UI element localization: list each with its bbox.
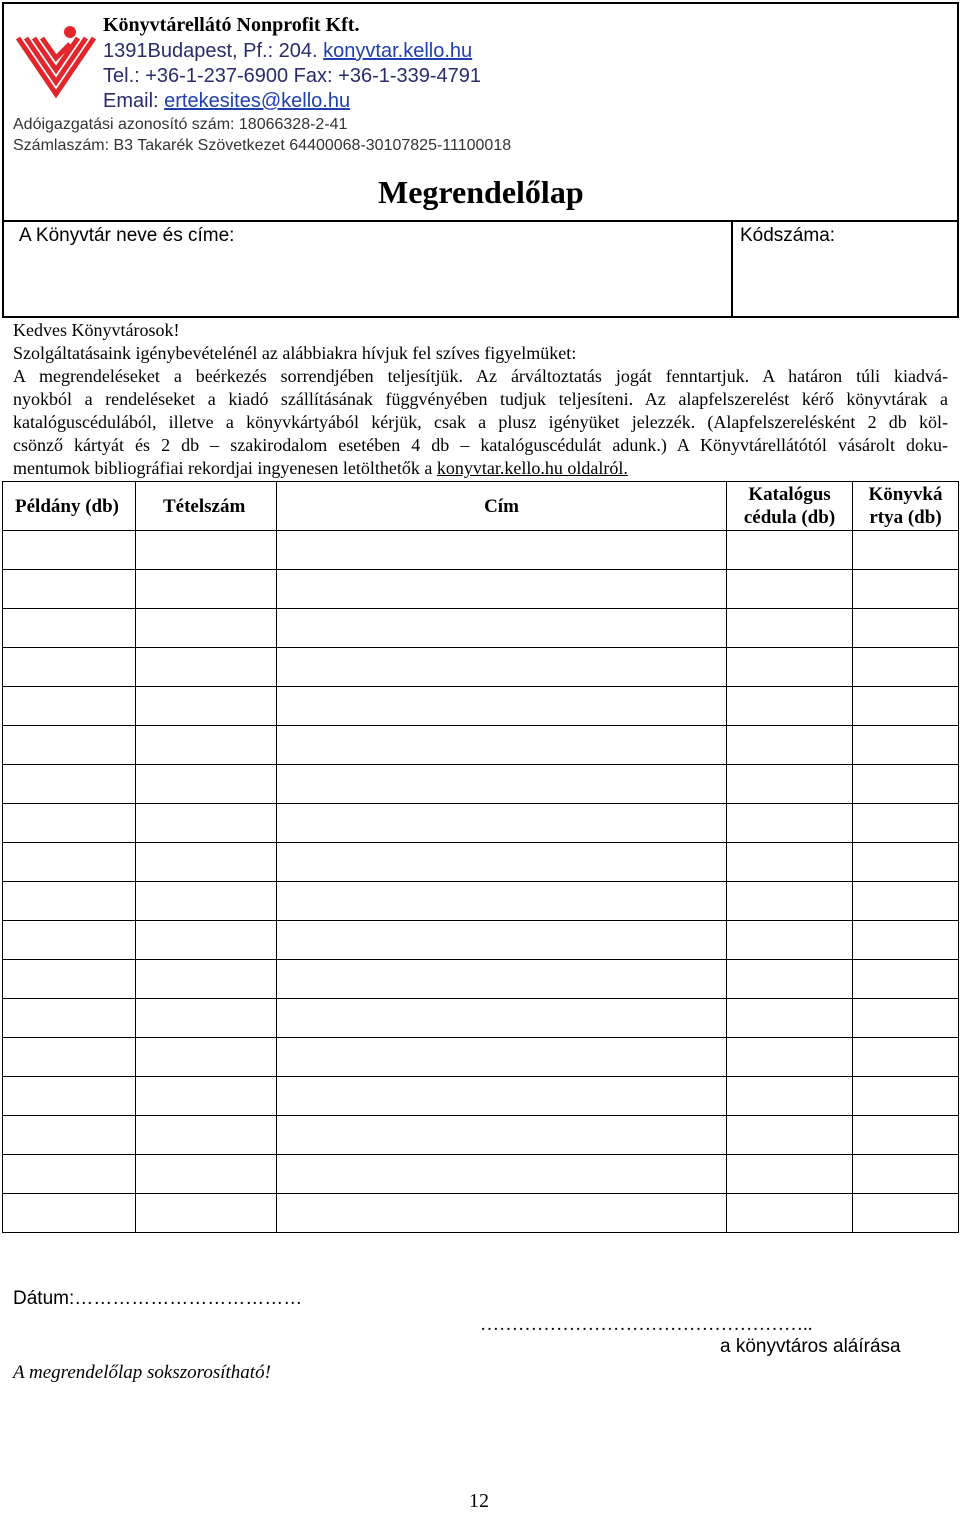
item-number-cell[interactable] xyxy=(136,570,277,609)
col-item-number-header: Tételszám xyxy=(136,482,277,531)
catalog-card-cell[interactable] xyxy=(727,648,853,687)
title-cell[interactable] xyxy=(277,765,727,804)
book-card-cell[interactable] xyxy=(853,960,959,999)
copies-cell[interactable] xyxy=(3,648,136,687)
catalog-card-cell[interactable] xyxy=(727,531,853,570)
signature-line[interactable]: …………………………………………….. xyxy=(480,1314,813,1335)
table-row xyxy=(3,1038,959,1077)
title-cell[interactable] xyxy=(277,804,727,843)
title-cell[interactable] xyxy=(277,1155,727,1194)
title-cell[interactable] xyxy=(277,1116,727,1155)
table-row xyxy=(3,804,959,843)
title-cell[interactable] xyxy=(277,1038,727,1077)
signature-label: a könyvtáros aláírása xyxy=(720,1336,901,1357)
table-row xyxy=(3,1194,959,1233)
catalog-card-cell[interactable] xyxy=(727,921,853,960)
col-copies-header: Példány (db) xyxy=(3,482,136,531)
intro-line-4: katalóguscédulából, illetve a könyvkártyából kérjük, csak a plusz igényüket jelezzék. (Alapfelszerelésként 2 db köl- xyxy=(13,412,948,432)
intro-line-2: A megrendeléseket a beérkezés sorrendjében teljesítjük. Az árváltoztatás jogát fenntartjuk. A határon túli kiadvá- xyxy=(13,366,948,386)
catalog-card-cell[interactable] xyxy=(727,609,853,648)
copies-cell[interactable] xyxy=(3,570,136,609)
email-link[interactable]: ertekesites@kello.hu xyxy=(164,90,351,112)
intro-line-3: nyokból a rendeléseket a kiadó szállításának függvényében tudjuk teljesíteni. Az alapfelszerelést kérő könyvtárak a xyxy=(13,389,948,409)
book-card-cell[interactable] xyxy=(853,609,959,648)
book-card-cell[interactable] xyxy=(853,921,959,960)
table-row xyxy=(3,1077,959,1116)
table-row xyxy=(3,765,959,804)
book-card-header-line-2: rtya (db) xyxy=(869,507,942,528)
company-name: Könyvtárellátó Nonprofit Kft. xyxy=(103,14,360,36)
book-card-cell[interactable] xyxy=(853,648,959,687)
library-code-label: Kódszáma: xyxy=(740,225,836,246)
address-text: 1391Budapest, Pf.: 204. xyxy=(103,40,324,62)
title-cell[interactable] xyxy=(277,882,727,921)
item-number-cell[interactable] xyxy=(136,1194,277,1233)
copies-cell[interactable] xyxy=(3,609,136,648)
copies-cell[interactable] xyxy=(3,1116,136,1155)
book-card-cell[interactable] xyxy=(853,1155,959,1194)
item-number-cell[interactable] xyxy=(136,648,277,687)
intro-line-6 xyxy=(13,458,628,479)
catalog-header-line-2: cédula (db) xyxy=(743,507,836,528)
catalog-card-cell[interactable] xyxy=(727,1155,853,1194)
intro-line-5: csönző kártyát és 2 db – szakirodalom esetében 4 db – katalóguscédulát adunk.) A Könyvtárellátótól vásárolt doku- xyxy=(13,435,948,455)
item-number-cell[interactable] xyxy=(136,921,277,960)
table-row xyxy=(3,531,959,570)
table-row xyxy=(3,1155,959,1194)
title-cell[interactable] xyxy=(277,999,727,1038)
title-cell[interactable] xyxy=(277,687,727,726)
title-cell[interactable] xyxy=(277,531,727,570)
book-card-cell[interactable] xyxy=(853,1077,959,1116)
copy-permission-note: A megrendelőlap sokszorosítható! xyxy=(13,1362,271,1383)
title-cell[interactable] xyxy=(277,1077,727,1116)
greeting: Kedves Könyvtárosok! xyxy=(13,320,180,340)
item-number-cell[interactable] xyxy=(136,882,277,921)
item-number-cell[interactable] xyxy=(136,843,277,882)
email-label: Email: xyxy=(103,90,165,112)
order-table-body xyxy=(3,531,959,1233)
copies-cell[interactable] xyxy=(3,843,136,882)
tax-id: Adóigazgatási azonosító szám: 18066328-2-41 xyxy=(13,116,348,133)
catalog-card-cell[interactable] xyxy=(727,804,853,843)
catalog-card-cell[interactable] xyxy=(727,882,853,921)
table-row xyxy=(3,609,959,648)
title-cell[interactable] xyxy=(277,1194,727,1233)
intro-line-1: Szolgáltatásaink igénybevételénél az alábbiakra hívjuk fel szíves figyelmüket: xyxy=(13,343,577,363)
copies-cell[interactable] xyxy=(3,687,136,726)
catalog-card-cell[interactable] xyxy=(727,843,853,882)
catalog-card-cell[interactable] xyxy=(727,726,853,765)
book-card-header-line-1: Könyvká xyxy=(868,484,943,505)
company-address xyxy=(103,40,472,63)
item-number-cell[interactable] xyxy=(136,1077,277,1116)
book-card-cell[interactable] xyxy=(853,726,959,765)
copies-cell[interactable] xyxy=(3,765,136,804)
table-row xyxy=(3,999,959,1038)
copies-cell[interactable] xyxy=(3,726,136,765)
table-row xyxy=(3,687,959,726)
item-number-cell[interactable] xyxy=(136,765,277,804)
table-row xyxy=(3,1116,959,1155)
library-name-field[interactable] xyxy=(6,250,726,314)
book-card-cell[interactable] xyxy=(853,1116,959,1155)
item-number-cell[interactable] xyxy=(136,804,277,843)
copies-cell[interactable] xyxy=(3,1194,136,1233)
table-header-row xyxy=(3,482,959,531)
table-row xyxy=(3,570,959,609)
item-number-cell[interactable] xyxy=(136,531,277,570)
book-card-cell[interactable] xyxy=(853,1194,959,1233)
item-number-cell[interactable] xyxy=(136,999,277,1038)
bank-account: Számlaszám: B3 Takarék Szövetkezet 64400068-30107825-11100018 xyxy=(13,137,512,154)
catalog-card-cell[interactable] xyxy=(727,960,853,999)
book-card-cell[interactable] xyxy=(853,843,959,882)
book-card-cell[interactable] xyxy=(853,687,959,726)
title-cell[interactable] xyxy=(277,570,727,609)
book-card-cell[interactable] xyxy=(853,570,959,609)
copies-cell[interactable] xyxy=(3,999,136,1038)
catalog-card-cell[interactable] xyxy=(727,1116,853,1155)
form-title: Megrendelőlap xyxy=(378,174,584,210)
table-row xyxy=(3,921,959,960)
table-row xyxy=(3,882,959,921)
catalog-card-cell[interactable] xyxy=(727,570,853,609)
copies-cell[interactable] xyxy=(3,1038,136,1077)
title-cell[interactable] xyxy=(277,843,727,882)
item-number-cell[interactable] xyxy=(136,1116,277,1155)
title-cell[interactable] xyxy=(277,648,727,687)
item-number-cell[interactable] xyxy=(136,609,277,648)
copies-cell[interactable] xyxy=(3,1077,136,1116)
book-card-cell[interactable] xyxy=(853,765,959,804)
library-code-field[interactable] xyxy=(736,250,954,314)
copies-cell[interactable] xyxy=(3,531,136,570)
copies-cell[interactable] xyxy=(3,882,136,921)
catalog-card-cell[interactable] xyxy=(727,1194,853,1233)
catalog-card-cell[interactable] xyxy=(727,1077,853,1116)
kello-logo-icon xyxy=(12,14,100,104)
title-divider xyxy=(2,220,959,222)
title-cell[interactable] xyxy=(277,726,727,765)
company-email xyxy=(103,90,350,113)
book-card-cell[interactable] xyxy=(853,999,959,1038)
item-number-cell[interactable] xyxy=(136,1038,277,1077)
library-name-label: A Könyvtár neve és címe: xyxy=(19,225,235,246)
date-field[interactable]: Dátum:……………………………… xyxy=(13,1288,303,1309)
item-number-cell[interactable] xyxy=(136,726,277,765)
title-cell[interactable] xyxy=(277,609,727,648)
copies-cell[interactable] xyxy=(3,804,136,843)
catalog-header-line-1: Katalógus xyxy=(748,484,831,505)
book-card-cell[interactable] xyxy=(853,804,959,843)
book-card-cell[interactable] xyxy=(853,882,959,921)
title-cell[interactable] xyxy=(277,921,727,960)
catalog-card-cell[interactable] xyxy=(727,687,853,726)
company-phone-fax: Tel.: +36-1-237-6900 Fax: +36-1-339-4791 xyxy=(103,65,482,87)
table-row xyxy=(3,843,959,882)
page-number: 12 xyxy=(469,1490,489,1512)
book-card-cell[interactable] xyxy=(853,1038,959,1077)
table-row xyxy=(3,960,959,999)
copies-cell[interactable] xyxy=(3,1155,136,1194)
col-book-card-header xyxy=(853,482,959,531)
item-number-cell[interactable] xyxy=(136,687,277,726)
copies-cell[interactable] xyxy=(3,960,136,999)
catalog-card-cell[interactable] xyxy=(727,1038,853,1077)
website-link[interactable]: konyvtar.kello.hu xyxy=(323,40,473,62)
table-row xyxy=(3,648,959,687)
catalog-card-cell[interactable] xyxy=(727,999,853,1038)
item-number-cell[interactable] xyxy=(136,1155,277,1194)
intro-line-6-text: mentumok bibliográfiai rekordjai ingyenesen letölthetők a xyxy=(13,458,437,478)
kello-site-link[interactable]: konyvtar.kello.hu oldalról. xyxy=(436,458,628,478)
catalog-card-cell[interactable] xyxy=(727,765,853,804)
col-title-header: Cím xyxy=(277,482,727,531)
table-row xyxy=(3,726,959,765)
order-table xyxy=(2,481,959,1233)
book-card-cell[interactable] xyxy=(853,531,959,570)
item-number-cell[interactable] xyxy=(136,960,277,999)
copies-cell[interactable] xyxy=(3,921,136,960)
title-cell[interactable] xyxy=(277,960,727,999)
code-divider xyxy=(731,220,733,318)
col-catalog-card-header xyxy=(727,482,853,531)
